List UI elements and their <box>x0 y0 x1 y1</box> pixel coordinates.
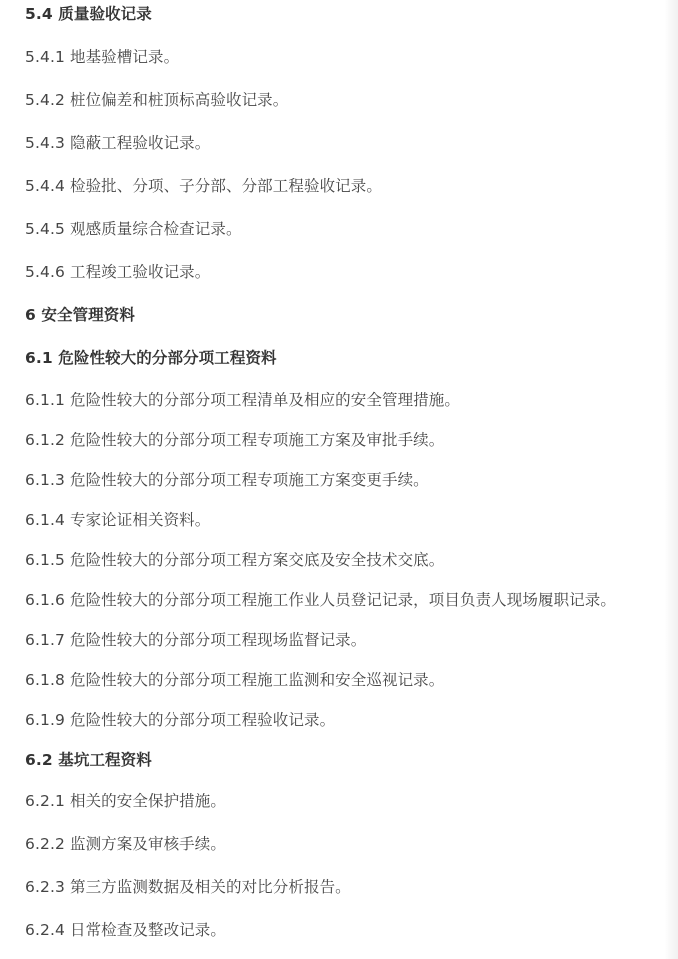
section-heading-5-4: 5.4 质量验收记录 <box>25 5 152 23</box>
item-6-2-4: 6.2.4 日常检查及整改记录。 <box>25 921 226 939</box>
section-heading-6-2: 6.2 基坑工程资料 <box>25 751 152 769</box>
section-heading-6-1: 6.1 危险性较大的分部分项工程资料 <box>25 349 277 367</box>
item-6-1-8: 6.1.8 危险性较大的分部分项工程施工监测和安全巡视记录。 <box>25 671 445 689</box>
item-5-4-6: 5.4.6 工程竣工验收记录。 <box>25 263 211 281</box>
item-6-1-3: 6.1.3 危险性较大的分部分项工程专项施工方案变更手续。 <box>25 471 429 489</box>
item-5-4-4: 5.4.4 检验批、分项、子分部、分部工程验收记录。 <box>25 177 382 195</box>
item-5-4-3: 5.4.3 隐蔽工程验收记录。 <box>25 134 211 152</box>
item-6-1-5: 6.1.5 危险性较大的分部分项工程方案交底及安全技术交底。 <box>25 551 445 569</box>
section-heading-6: 6 安全管理资料 <box>25 306 135 324</box>
item-5-4-2: 5.4.2 桩位偏差和桩顶标高验收记录。 <box>25 91 289 109</box>
item-6-1-9: 6.1.9 危险性较大的分部分项工程验收记录。 <box>25 711 336 729</box>
item-6-2-3: 6.2.3 第三方监测数据及相关的对比分析报告。 <box>25 878 351 896</box>
item-6-2-2: 6.2.2 监测方案及审核手续。 <box>25 835 226 853</box>
item-6-1-7: 6.1.7 危险性较大的分部分项工程现场监督记录。 <box>25 631 367 649</box>
item-6-1-4: 6.1.4 专家论证相关资料。 <box>25 511 211 529</box>
item-6-1-6: 6.1.6 危险性较大的分部分项工程施工作业人员登记记录，项目负责人现场履职记录。 <box>25 591 616 609</box>
item-5-4-1: 5.4.1 地基验槽记录。 <box>25 48 180 66</box>
page-edge-shadow <box>664 0 678 959</box>
item-6-1-1: 6.1.1 危险性较大的分部分项工程清单及相应的安全管理措施。 <box>25 391 460 409</box>
item-6-2-1: 6.2.1 相关的安全保护措施。 <box>25 792 226 810</box>
item-5-4-5: 5.4.5 观感质量综合检查记录。 <box>25 220 242 238</box>
item-6-1-2: 6.1.2 危险性较大的分部分项工程专项施工方案及审批手续。 <box>25 431 445 449</box>
